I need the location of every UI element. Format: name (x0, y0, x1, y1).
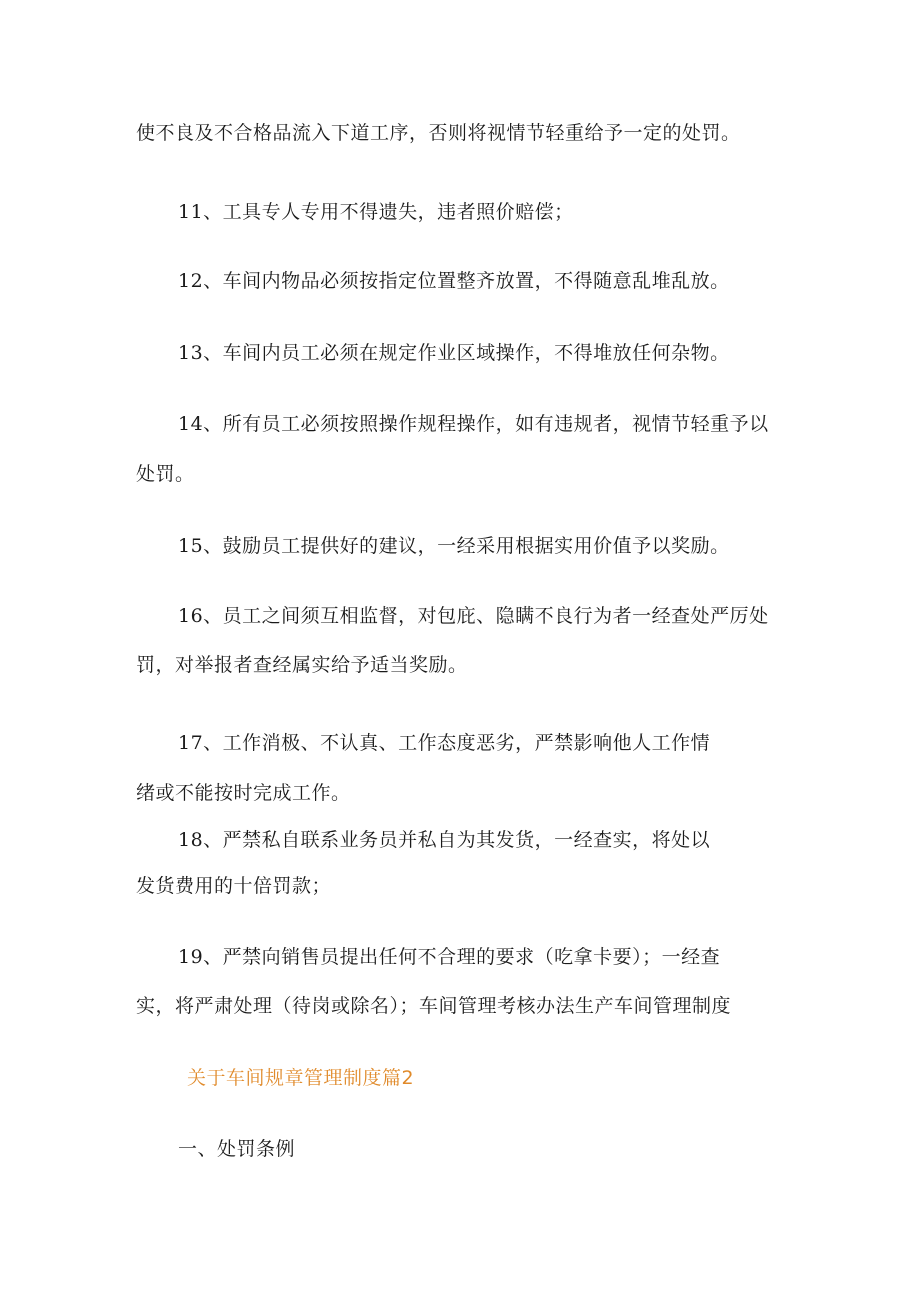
text-line: 15、鼓励员工提供好的建议，一经采用根据实用价值予以奖励。 (178, 535, 730, 557)
text-line: 17、工作消极、不认真、工作态度恶劣，严禁影响他人工作情 (178, 732, 711, 754)
text-line: 11、工具专人专用不得遗失，违者照价赔偿； (178, 201, 574, 223)
text-line: 13、车间内员工必须在规定作业区域操作，不得堆放任何杂物。 (178, 342, 730, 364)
text-line: 实，将严肃处理（待岗或除名）；车间管理考核办法生产车间管理制度 (136, 995, 732, 1017)
section-title: 关于车间规章管理制度篇2 (187, 1067, 415, 1089)
text-line: 处罚。 (136, 463, 195, 485)
text-line: 发货费用的十倍罚款； (136, 875, 332, 897)
text-line: 罚，对举报者查经属实给予适当奖励。 (136, 654, 468, 676)
text-line: 使不良及不合格品流入下道工序，否则将视情节轻重给予一定的处罚。 (136, 122, 741, 144)
text-line: 绪或不能按时完成工作。 (136, 782, 351, 804)
text-line: 18、严禁私自联系业务员并私自为其发货，一经查实，将处以 (178, 829, 711, 851)
text-line: 16、员工之间须互相监督，对包庇、隐瞒不良行为者一经查处严厉处 (178, 605, 769, 627)
text-line: 14、所有员工必须按照操作规程操作，如有违规者，视情节轻重予以 (178, 413, 769, 435)
text-line: 19、严禁向销售员提出任何不合理的要求（吃拿卡要）；一经查 (178, 946, 721, 968)
text-line: 12、车间内物品必须按指定位置整齐放置，不得随意乱堆乱放。 (178, 270, 730, 292)
subsection-title: 一、处罚条例 (178, 1138, 296, 1160)
